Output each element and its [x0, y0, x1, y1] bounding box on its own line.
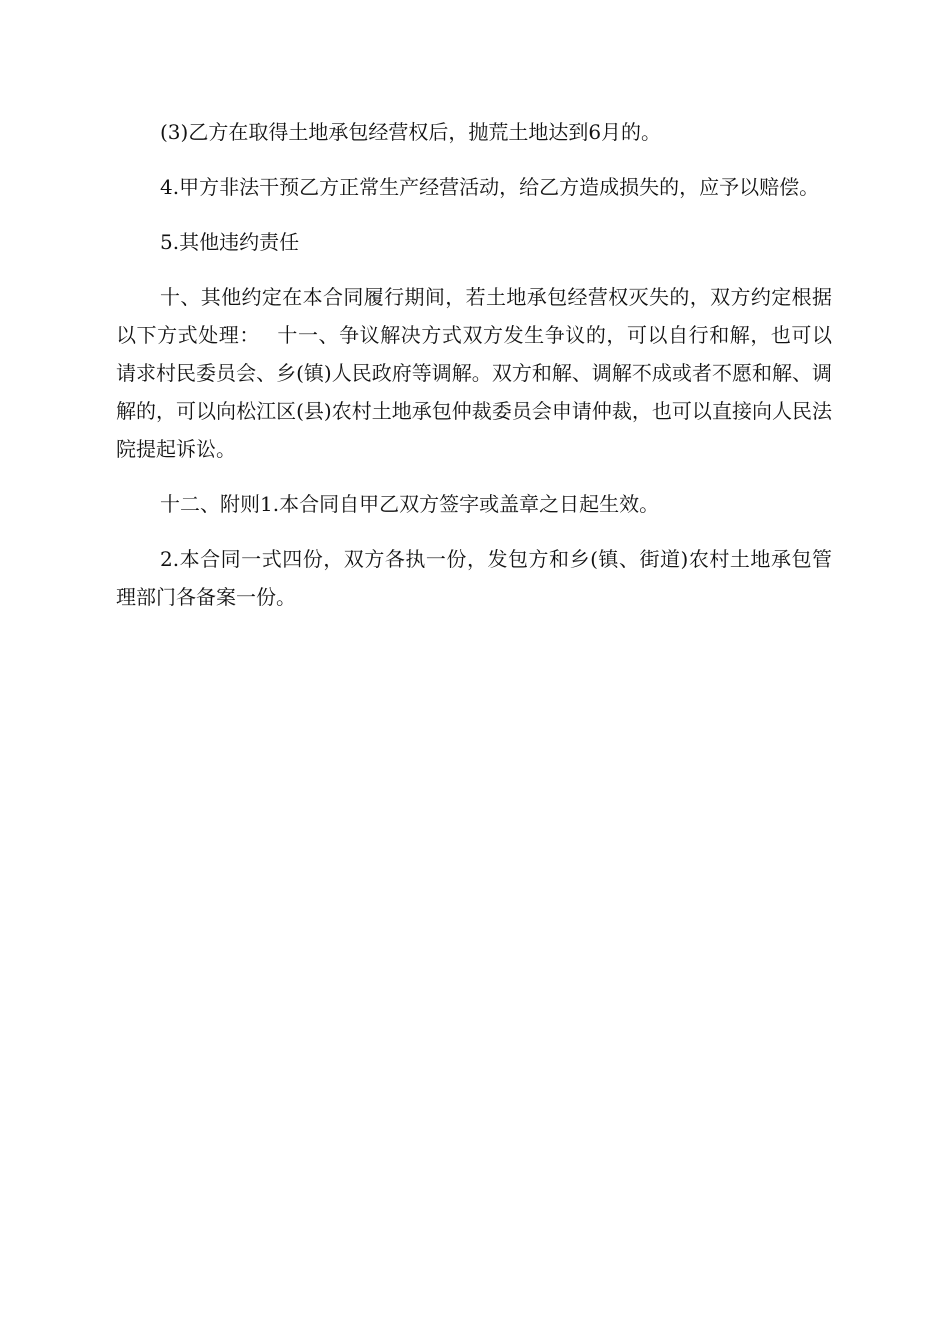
paragraph-other-agreements-dispute: 十、其他约定在本合同履行期间，若土地承包经营权灭失的，双方约定根据以下方式处理： 十一、争议解决方式双方发生争议的，可以自行和解，也可以请求村民委员会、乡(镇)人民政府等调解。双方和解、调解不成或者不愿和解、调解的，可以向松江区(县)农村土地承包仲裁委员会申请仲裁，也可以直接向人民法院提起诉讼。	[116, 285, 832, 461]
paragraph-abandon-land: (3)乙方在取得土地承包经营权后，抛荒土地达到6月的。	[160, 120, 662, 144]
paragraph-other-liability: 5.其他违约责任	[160, 230, 300, 254]
paragraph-illegal-interference: 4.甲方非法干预乙方正常生产经营活动，给乙方造成损失的，应予以赔偿。	[160, 175, 820, 199]
paragraph-copies: 2.本合同一式四份，双方各执一份，发包方和乡(镇、街道)农村土地承包管理部门各备案一份。	[116, 547, 832, 609]
document-body	[116, 113, 832, 633]
paragraph-supplementary-effective: 十二、附则1.本合同自甲乙双方签字或盖章之日起生效。	[160, 492, 660, 516]
